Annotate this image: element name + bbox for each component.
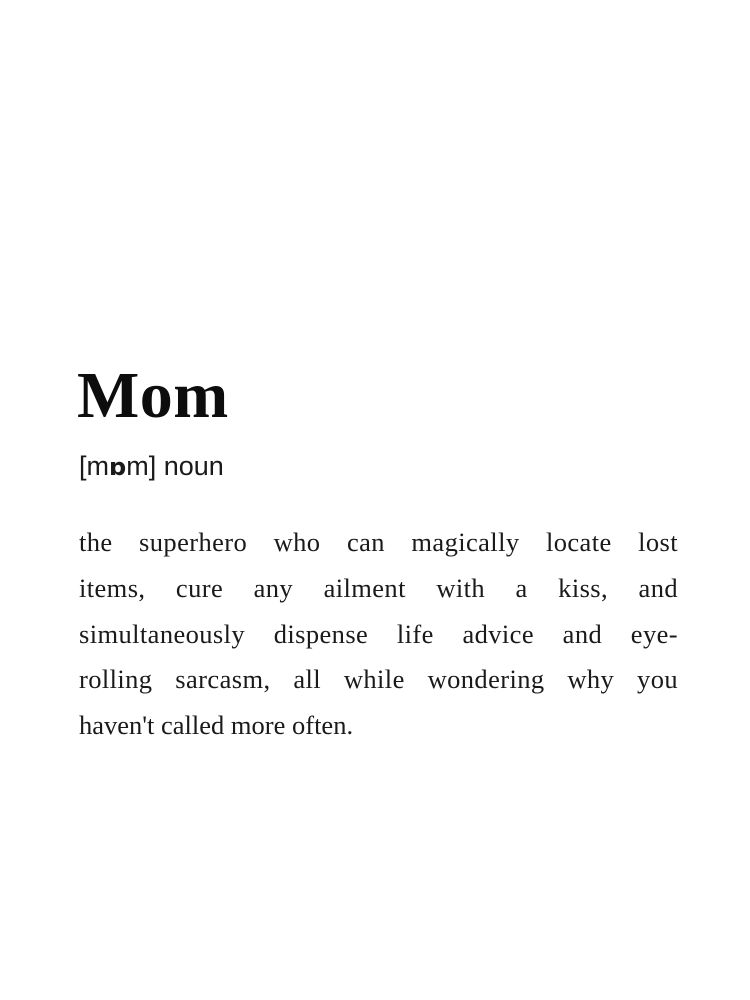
ipa-vowel: ɒ (109, 453, 127, 481)
entry-word: Mom (77, 359, 229, 432)
definition-line: haven't called more often. (79, 710, 354, 741)
ipa-consonant-end: m (126, 451, 149, 481)
definition-line: the superhero who can magically locate lost (79, 527, 678, 557)
definition-line: rolling sarcasm, all while wondering why you (79, 664, 678, 695)
ipa-consonant-start: m (86, 451, 110, 481)
close-bracket: ] (148, 451, 157, 481)
definition-line: items, cure any ailment with a kiss, and (79, 572, 678, 603)
pronunciation (79, 451, 156, 481)
definition-text (79, 520, 678, 749)
part-of-speech: noun (163, 451, 224, 481)
open-bracket: [ (79, 451, 87, 481)
pronunciation-line (79, 448, 224, 485)
definition-line: simultaneously dispense life advice and eye- (79, 618, 678, 649)
